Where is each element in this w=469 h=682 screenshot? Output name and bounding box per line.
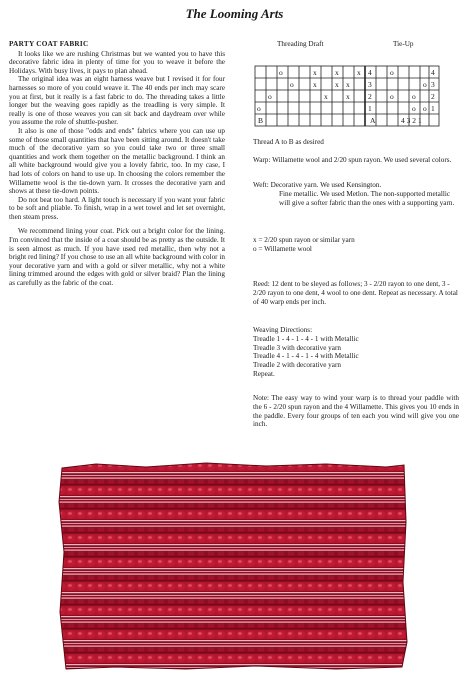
weaving-title: Weaving Directions: [253,326,313,334]
tieup-label: Tie-Up [393,40,414,48]
draft-mark: x [335,68,339,77]
draft-mark: o [412,104,416,113]
reed-label: Reed: [253,280,270,288]
reed-text: 12 dent to be sleyed as follows; 3 - 2/20 rayon to one dent, 3 - 2/20 rayon to one dent, 4 wool to one dent. Repeat as necessary. A total of 40 warp ends per inch. [253,280,458,306]
draft-row-1 [279,68,435,77]
warp-text: Willamette wool and 2/20 spun rayon. We used several colors. [272,156,452,164]
draft-row-4 [257,104,435,113]
draft-labels [253,40,459,54]
legend-o: o = Willamette wool [253,244,312,253]
article-column [9,40,225,288]
draft-mark: o [290,80,294,89]
page-header: The Looming Arts [185,6,284,21]
draft-mark: o [257,104,261,113]
draft-mark: 2 [368,92,372,101]
draft-mark: x [346,80,350,89]
article-paragraph: The original idea was an eight harness weave but I revised it for four harnesses so more of you could weave it. The 40 ends per inch may scare you at first, but it really is a fast fabric to do. The threading takes a little longer but the weaving goes rapidly as the treadling is very simple. It really is one of those weaves you can sit back and daydream over while you assume the role of shuttle-pusher. [9,75,225,127]
draft-mark: 3 [431,80,435,89]
article-paragraph: It looks like we are rushing Christmas but we wanted you to have this decorative fabric idea in plenty of time for you to weave it before the Holidays. With busy lives, it pays to plan ahead. [9,49,225,75]
draft-mark: 1 [431,104,435,113]
threading-start-b: B [258,116,264,125]
draft-mark: 4 [368,68,372,77]
weft-line-2: Fine metallic. We used Metlon. The non-supported metallic will give a softer fabric than the ones with a supporting yarn. [279,189,455,207]
threading-draft [253,64,441,130]
weft-label: Weft: [253,181,269,189]
weaving-directions [253,326,459,379]
article-paragraph: It also is one of those "odds and ends" fabrics where you can use up some of those small quantities that have been sitting around. It doesn't take much of the decorative yarn so you could take two or three small quantities and work them together on the metallic background. I think an all white background would give you a lovely fabric, too. In my case, I had lots of colors on hand to use up. In choosing the colors remember the Willamette wool is the tie-down yarn. It crosses the decorative yarn and shows at these tie-down points. [9,126,225,196]
draft-mark: x [346,92,350,101]
weaving-step: Treadle 1 - 4 - 1 - 4 - 1 with Metallic [253,334,359,343]
draft-mark: 1 [368,104,372,113]
draft-mark: x [357,68,361,77]
draft-mark: o [412,92,416,101]
weaving-step: Repeat. [253,369,275,378]
warp-label: Warp: [253,156,271,164]
draft-mark: o [390,68,394,77]
reed-spec [253,280,459,306]
legend [253,236,459,254]
draft-mark: o [390,92,394,101]
article-paragraph: Do not beat too hard. A light touch is necessary if you want your fabric to be soft and pliable. To finish, wrap in a wet towel and let set overnight, then steam press. [9,195,225,221]
draft-mark: o [423,80,427,89]
draft-row-2 [290,80,435,89]
weaving-step: Treadle 3 with decorative yarn [253,343,341,352]
draft-mark: o [423,104,427,113]
thread-note: Thread A to B as desired [253,138,324,146]
article-title: PARTY COAT FABRIC [9,40,89,48]
warp-spec [253,156,459,165]
draft-mark: x [313,68,317,77]
weaving-step: Treadle 2 with decorative yarn [253,361,341,370]
treadle-numbers: 4 3 2 1 [401,116,422,125]
draft-row-3 [268,92,435,101]
draft-mark: x [313,80,317,89]
draft-mark: 2 [431,92,435,101]
winding-note: Note: The easy way to wind your warp is to thread your paddle with the 6 - 2/20 spun rayon and the 4 Willamette. This gives you 10 ends in the paddle. Every four groups of ten each you wind will give you one inch. [253,394,459,429]
draft-mark: x [324,92,328,101]
draft-bottom-row [258,116,422,125]
article-paragraph: We recommend lining your coat. Pick out a bright color for the lining. I'm convinced that the inside of a coat should be as pretty as the outside. It is seen almost as much. If you have used red metallic, then why not a bright red lining? If you chose to use an all white background with color in your decorative yarn and with a gold or silver metallic, why not a white lining trimmed around the edges with gold or silver braid? Plan the lining as carefully as the fabric of the coat. [9,227,225,288]
draft-mark: 4 [431,68,435,77]
draft-mark: x [335,80,339,89]
threading-end-a: A [370,116,376,125]
threading-draft-label: Threading Draft [277,40,324,48]
weaving-step: Treadle 4 - 1 - 4 - 1 - 4 with Metallic [253,352,359,361]
draft-mark: o [268,92,272,101]
draft-mark: 3 [368,80,372,89]
weft-line-1: Decorative yarn. We used Kensington. [270,181,382,189]
draft-mark: o [279,68,283,77]
fabric-sample-photo [56,462,408,670]
weft-spec [253,181,459,207]
legend-x: x = 2/20 spun rayon or similar yarn [253,236,355,244]
